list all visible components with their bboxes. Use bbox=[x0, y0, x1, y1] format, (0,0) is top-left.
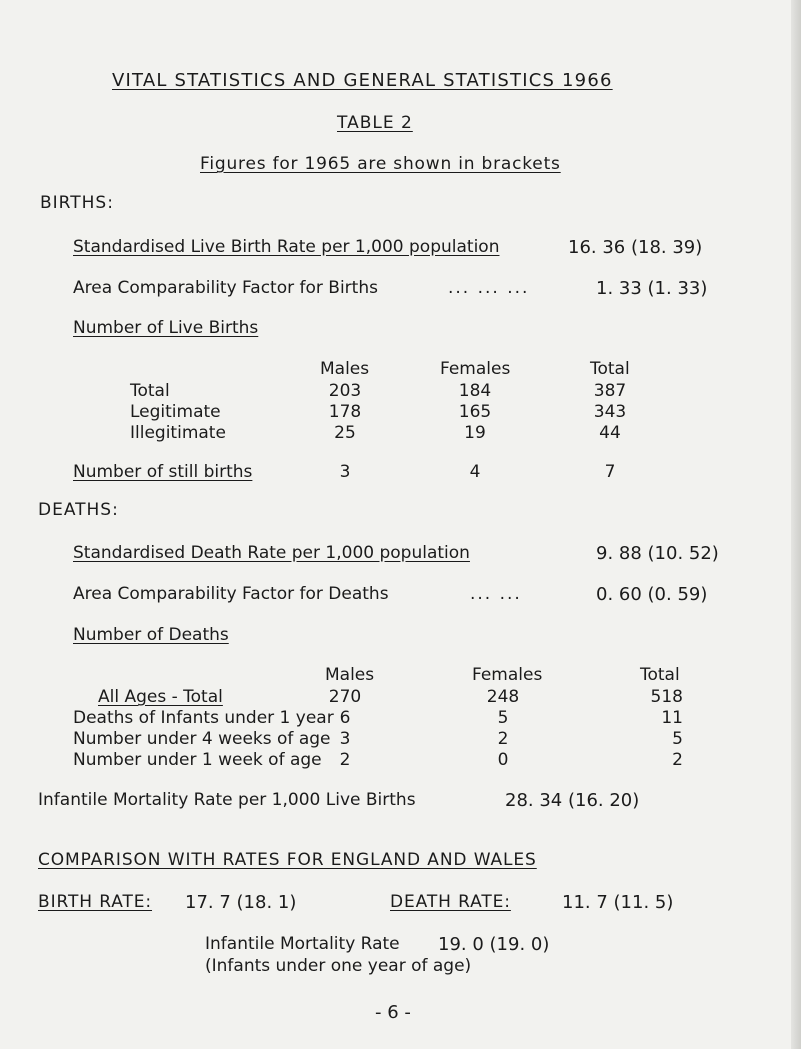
still-males: 3 bbox=[339, 462, 351, 482]
births-heading: BIRTHS: bbox=[40, 193, 114, 213]
cell-females: 0 bbox=[497, 750, 509, 770]
cell-females: 5 bbox=[497, 708, 509, 728]
cell-males: 25 bbox=[334, 423, 356, 443]
cell-males: 2 bbox=[339, 750, 351, 770]
death-acf-label: Area Comparability Factor for Deaths bbox=[73, 584, 389, 604]
birth-rate-value: 16. 36 (18. 39) bbox=[568, 237, 703, 258]
birth-rate-ew-label: BIRTH RATE: bbox=[38, 892, 153, 912]
brackets-note: Figures for 1965 are shown in brackets bbox=[200, 154, 561, 174]
col-males: Males bbox=[325, 665, 375, 685]
comparison-heading: COMPARISON WITH RATES FOR ENGLAND AND WALES bbox=[38, 850, 537, 870]
cell-females: 184 bbox=[458, 381, 492, 401]
death-rate-ew-value: 11. 7 (11. 5) bbox=[562, 892, 674, 913]
row-label: Total bbox=[130, 381, 170, 401]
cell-total: 44 bbox=[599, 423, 621, 443]
document-title: VITAL STATISTICS AND GENERAL STATISTICS 1966 bbox=[112, 70, 613, 91]
imr-ew-label: Infantile Mortality Rate bbox=[205, 934, 400, 954]
cell-males: 203 bbox=[328, 381, 362, 401]
page-number: - 6 - bbox=[375, 1002, 411, 1023]
col-females: Females bbox=[440, 359, 511, 379]
cell-females: 248 bbox=[486, 687, 520, 707]
cell-males: 3 bbox=[339, 729, 351, 749]
death-acf-dots: ... ... bbox=[470, 584, 522, 604]
row-label: All Ages - Total bbox=[98, 687, 223, 707]
cell-females: 19 bbox=[464, 423, 486, 443]
row-label: Number under 1 week of age bbox=[73, 750, 322, 770]
page-edge bbox=[791, 0, 801, 1049]
cell-males: 6 bbox=[339, 708, 351, 728]
death-acf-value: 0. 60 (0. 59) bbox=[596, 584, 708, 605]
cell-females: 2 bbox=[497, 729, 509, 749]
imr-ew-value: 19. 0 (19. 0) bbox=[438, 934, 550, 955]
death-rate-label: Standardised Death Rate per 1,000 population bbox=[73, 543, 470, 563]
still-births-label: Number of still births bbox=[73, 462, 253, 482]
still-females: 4 bbox=[469, 462, 481, 482]
col-males: Males bbox=[320, 359, 370, 379]
table-label: TABLE 2 bbox=[337, 113, 413, 133]
imr-ew-note: (Infants under one year of age) bbox=[205, 956, 472, 976]
cell-total: 2 bbox=[672, 750, 683, 770]
cell-females: 165 bbox=[458, 402, 492, 422]
birth-rate-ew-value: 17. 7 (18. 1) bbox=[185, 892, 297, 913]
death-rate-value: 9. 88 (10. 52) bbox=[596, 543, 719, 564]
birth-rate-label: Standardised Live Birth Rate per 1,000 population bbox=[73, 237, 500, 257]
deaths-heading: DEATHS: bbox=[38, 500, 119, 520]
row-label: Deaths of Infants under 1 year bbox=[73, 708, 334, 728]
birth-acf-dots: ... ... ... bbox=[448, 278, 530, 298]
cell-total: 387 bbox=[593, 381, 627, 401]
row-label: Illegitimate bbox=[130, 423, 226, 443]
cell-total: 343 bbox=[593, 402, 627, 422]
birth-acf-label: Area Comparability Factor for Births bbox=[73, 278, 378, 298]
col-total: Total bbox=[640, 665, 680, 685]
deaths-number-heading: Number of Deaths bbox=[73, 625, 229, 645]
row-label: Number under 4 weeks of age bbox=[73, 729, 331, 749]
cell-males: 270 bbox=[328, 687, 362, 707]
cell-total: 518 bbox=[650, 687, 683, 707]
cell-total: 11 bbox=[661, 708, 683, 728]
col-total: Total bbox=[590, 359, 630, 379]
live-births-heading: Number of Live Births bbox=[73, 318, 259, 338]
cell-total: 5 bbox=[672, 729, 683, 749]
cell-males: 178 bbox=[328, 402, 362, 422]
birth-acf-value: 1. 33 (1. 33) bbox=[596, 278, 708, 299]
row-label: Legitimate bbox=[130, 402, 221, 422]
death-rate-ew-label: DEATH RATE: bbox=[390, 892, 511, 912]
imr-value: 28. 34 (16. 20) bbox=[505, 790, 640, 811]
col-females: Females bbox=[472, 665, 543, 685]
still-total: 7 bbox=[604, 462, 616, 482]
imr-label: Infantile Mortality Rate per 1,000 Live Births bbox=[38, 790, 416, 810]
